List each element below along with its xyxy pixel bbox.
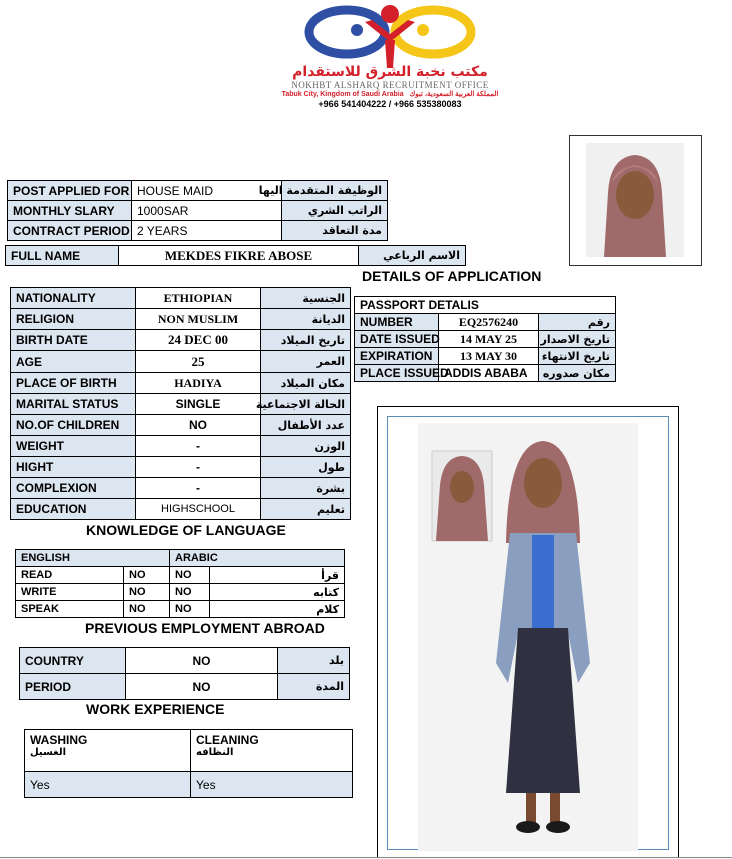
table-row	[11, 309, 351, 330]
language-skill-arabic: كتابه	[210, 584, 345, 601]
personal-arabic-label: الحالة الاجتماعية	[261, 394, 351, 415]
work-skill	[25, 730, 191, 772]
company-name-arabic: مكتب نخبة الشرق للاستقدام	[292, 64, 488, 80]
work-skill-english: WASHING	[30, 733, 88, 747]
employment-value: NO	[126, 674, 278, 700]
personal-label: RELIGION	[11, 309, 136, 330]
company-name-english: NOKHBT ALSHARQ RECRUITMENT OFFICE	[291, 80, 489, 90]
personal-value: -	[136, 457, 261, 478]
language-skill-arabic: قرأ	[210, 567, 345, 584]
portrait-photo	[586, 143, 684, 257]
work-skill-arabic: الغسيل	[30, 747, 67, 758]
work-skill	[191, 730, 353, 772]
full-name-arabic: الاسم الرباعي	[359, 246, 466, 266]
personal-arabic-label: العمر	[261, 351, 351, 373]
passport-arabic-label: رقم	[539, 314, 616, 331]
personal-label: MARITAL STATUS	[11, 394, 136, 415]
job-label: POST APPLIED FOR	[8, 181, 132, 201]
work-heading: WORK EXPERIENCE	[86, 701, 225, 717]
work-value: Yes	[191, 772, 353, 798]
personal-arabic-label: مكان الميلاد	[261, 373, 351, 394]
personal-arabic-label: الديانة	[261, 309, 351, 330]
personal-value: -	[136, 478, 261, 499]
personal-value: 25	[136, 351, 261, 373]
language-arabic-value: NO	[170, 567, 210, 584]
personal-arabic-label: بشرة	[261, 478, 351, 499]
company-header	[230, 2, 550, 110]
table-row	[8, 201, 388, 221]
language-heading: KNOWLEDGE OF LANGUAGE	[86, 522, 286, 538]
language-arabic-value: NO	[170, 601, 210, 618]
language-english-value: NO	[124, 567, 170, 584]
table-row	[16, 584, 345, 601]
personal-value: SINGLE	[136, 394, 261, 415]
passport-label: DATE ISSUED	[355, 331, 439, 348]
table-row	[16, 601, 345, 618]
table-row	[11, 394, 351, 415]
table-row	[355, 365, 616, 382]
personal-arabic-label: تاريخ الميلاد	[261, 330, 351, 351]
personal-value: -	[136, 436, 261, 457]
personal-value: 24 DEC 00	[136, 330, 261, 351]
personal-label: PLACE OF BIRTH	[11, 373, 136, 394]
employment-value: NO	[126, 648, 278, 674]
details-heading: DETAILS OF APPLICATION	[362, 268, 542, 284]
table-row	[11, 457, 351, 478]
table-row	[8, 181, 388, 201]
job-table	[7, 180, 388, 241]
passport-label: NUMBER	[355, 314, 439, 331]
language-skill-arabic: كلام	[210, 601, 345, 618]
language-arabic-value: NO	[170, 584, 210, 601]
work-skill-english: CLEANING	[196, 733, 259, 747]
passport-value: EQ2576240	[439, 314, 539, 331]
table-row	[11, 330, 351, 351]
table-row	[25, 730, 353, 772]
table-row	[11, 478, 351, 499]
employment-heading: PREVIOUS EMPLOYMENT ABROAD	[85, 620, 325, 636]
company-logo	[305, 2, 475, 70]
language-table	[15, 549, 345, 618]
job-label: CONTRACT PERIOD	[8, 221, 132, 241]
bottom-rule	[0, 857, 732, 858]
language-skill: WRITE	[16, 584, 124, 601]
passport-table	[354, 296, 616, 382]
language-header-english: ENGLISH	[16, 550, 170, 567]
passport-value: 13 MAY 30	[439, 348, 539, 365]
table-row	[355, 297, 616, 314]
personal-label: COMPLEXION	[11, 478, 136, 499]
table-row	[8, 221, 388, 241]
full-name-value: MEKDES FIKRE ABOSE	[119, 246, 359, 266]
personal-value: NO	[136, 415, 261, 436]
language-skill: SPEAK	[16, 601, 124, 618]
table-row	[11, 436, 351, 457]
passport-arabic-label: تاريخ الانتهاء	[539, 348, 616, 365]
language-skill: READ	[16, 567, 124, 584]
company-phones: +966 541404222 / +966 535380083	[318, 99, 462, 109]
personal-table	[10, 287, 351, 520]
personal-label: WEIGHT	[11, 436, 136, 457]
personal-label: EDUCATION	[11, 499, 136, 520]
language-english-value: NO	[124, 584, 170, 601]
personal-value: HADIYA	[136, 373, 261, 394]
full-body-photo	[418, 423, 638, 851]
job-value: 2 YEARS	[132, 221, 282, 241]
employment-arabic-label: المدة	[278, 674, 350, 700]
personal-value: NON MUSLIM	[136, 309, 261, 330]
language-header-arabic: ARABIC	[170, 550, 345, 567]
table-row	[11, 373, 351, 394]
passport-title: PASSPORT DETALIS	[355, 297, 616, 314]
full-body-photo-frame	[377, 406, 679, 858]
table-row	[16, 567, 345, 584]
personal-label: HIGHT	[11, 457, 136, 478]
passport-arabic-label: مكان صدوره	[539, 365, 616, 382]
table-row	[11, 351, 351, 373]
passport-value: ADDIS ABABA	[439, 365, 539, 382]
table-row	[25, 772, 353, 798]
table-row	[11, 499, 351, 520]
passport-value: 14 MAY 25	[439, 331, 539, 348]
full-name-label: FULL NAME	[6, 246, 119, 266]
personal-arabic-label: عدد الأطفال	[261, 415, 351, 436]
employment-arabic-label: بلد	[278, 648, 350, 674]
table-row	[11, 288, 351, 309]
personal-label: BIRTH DATE	[11, 330, 136, 351]
address-arabic: المملكة العربية السعودية، تبوك	[409, 91, 499, 98]
personal-label: NATIONALITY	[11, 288, 136, 309]
job-arabic-label: الراتب الشري	[282, 201, 388, 221]
table-row	[355, 314, 616, 331]
full-name-table	[5, 245, 466, 266]
job-arabic-label: الوظيفة المتقدمة اليها	[282, 181, 388, 201]
personal-arabic-label: الوزن	[261, 436, 351, 457]
employment-label: PERIOD	[20, 674, 126, 700]
table-row	[355, 331, 616, 348]
table-row	[16, 550, 345, 567]
address-english: Tabuk City, Kingdom of Saudi Arabia	[281, 91, 404, 98]
table-row	[20, 674, 350, 700]
personal-label: NO.OF CHILDREN	[11, 415, 136, 436]
work-table	[24, 729, 353, 798]
personal-value: HIGHSCHOOL	[136, 499, 261, 520]
employment-label: COUNTRY	[20, 648, 126, 674]
passport-label: EXPIRATION	[355, 348, 439, 365]
employment-table	[19, 647, 350, 700]
job-label: MONTHLY SLARY	[8, 201, 132, 221]
personal-label: AGE	[11, 351, 136, 373]
table-row	[11, 415, 351, 436]
full-body-image	[418, 423, 638, 851]
table-row	[355, 348, 616, 365]
table-row	[6, 246, 466, 266]
job-value: HOUSE MAID	[132, 181, 282, 201]
table-row	[20, 648, 350, 674]
personal-arabic-label: تعليم	[261, 499, 351, 520]
work-skill-arabic: النظافه	[196, 747, 234, 758]
passport-label: PLACE ISSUED	[355, 365, 439, 382]
passport-arabic-label: تاريخ الاصدار	[539, 331, 616, 348]
personal-value: ETHIOPIAN	[136, 288, 261, 309]
personal-arabic-label: طول	[261, 457, 351, 478]
job-arabic-label: مدة التعاقد	[282, 221, 388, 241]
language-english-value: NO	[124, 601, 170, 618]
job-value: 1000SAR	[132, 201, 282, 221]
personal-arabic-label: الجنسية	[261, 288, 351, 309]
portrait-photo-frame	[569, 135, 702, 266]
work-value: Yes	[25, 772, 191, 798]
company-address	[230, 90, 550, 98]
portrait-image	[586, 143, 684, 257]
